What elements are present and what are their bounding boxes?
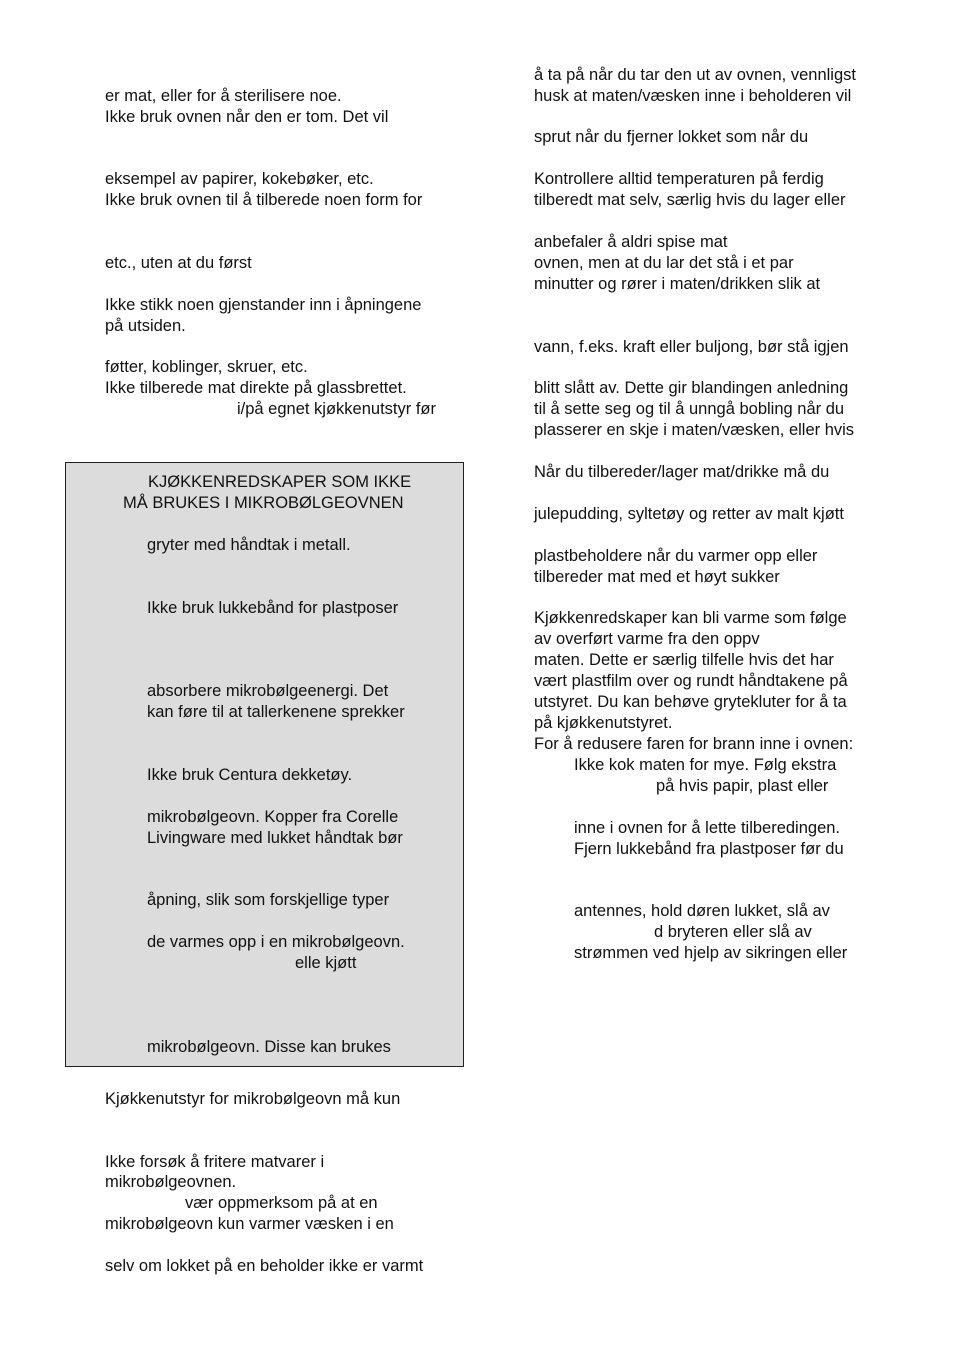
box-text-line: de varmes opp i en mikrobølgeovn.	[147, 933, 405, 951]
text-line: Når du tilbereder/lager mat/drikke må du	[534, 463, 830, 481]
box-title: KJØKKENREDSKAPER SOM IKKE	[148, 473, 412, 491]
text-line: inne i ovnen for å lette tilberedingen.	[574, 819, 841, 837]
box-text-line: gryter med håndtak i metall.	[147, 536, 351, 554]
text-line: minutter og rører i maten/drikken slik at	[534, 275, 821, 293]
text-line: Kjøkkenredskaper kan bli varme som følge	[534, 609, 847, 627]
text-line: ovnen, men at du lar det stå i et par	[534, 254, 794, 272]
text-line: Ikke kok maten for mye. Følg ekstra	[574, 756, 837, 774]
text-line: på kjøkkenutstyret.	[534, 714, 673, 732]
text-line: vær oppmerksom på at en	[185, 1194, 378, 1212]
box-text-line: Ikke bruk lukkebånd for plastposer	[147, 599, 399, 617]
text-line: Fjern lukkebånd fra plastposer før du	[574, 840, 844, 858]
text-line: plasserer en skje i maten/væsken, eller hvis	[534, 421, 855, 439]
text-line: anbefaler å aldri spise mat	[534, 233, 728, 251]
text-line: tilberedt mat selv, særlig hvis du lager eller	[534, 191, 846, 209]
text-line: strømmen ved hjelp av sikringen eller	[574, 944, 848, 962]
box-text-line: mikrobølgeovn. Kopper fra Corelle	[147, 808, 399, 826]
text-line: utstyret. Du kan behøve grytekluter for å ta	[534, 693, 847, 711]
text-line: tilbereder mat med et høyt sukker	[534, 568, 780, 586]
text-line: i/på egnet kjøkkenutstyr før	[237, 400, 436, 418]
text-line: Ikke stikk noen gjenstander inn i åpningene	[105, 296, 422, 314]
box-text-line: åpning, slik som forskjellige typer	[147, 891, 390, 909]
text-line: Kontrollere alltid temperaturen på ferdig	[534, 170, 824, 188]
text-line: julepudding, syltetøy og retter av malt kjøtt	[534, 505, 844, 523]
text-line: vært plastfilm over og rundt håndtakene på	[534, 672, 848, 690]
text-line: husk at maten/væsken inne i beholderen vil	[534, 87, 852, 105]
text-line: mikrobølgeovn kun varmer væsken i en	[105, 1215, 394, 1233]
text-line: er mat, eller for å sterilisere noe.	[105, 87, 342, 105]
text-line: av overført varme fra den oppv	[534, 630, 760, 648]
box-text-line: Livingware med lukket håndtak bør	[147, 829, 403, 847]
text-line: til å sette seg og til å unngå bobling når du	[534, 400, 845, 418]
text-line: selv om lokket på en beholder ikke er varmt	[105, 1257, 424, 1275]
text-line: etc., uten at du først	[105, 254, 252, 272]
box-text-line: kan føre til at tallerkenene sprekker	[147, 703, 405, 721]
box-title: MÅ BRUKES I MIKROBØLGEOVNEN	[123, 494, 404, 512]
text-line: mikrobølgeovnen.	[105, 1173, 237, 1191]
text-line: vann, f.eks. kraft eller buljong, bør stå igjen	[534, 338, 849, 356]
box-text-line: mikrobølgeovn. Disse kan brukes	[147, 1038, 391, 1056]
text-line: Ikke bruk ovnen til å tilberede noen form for	[105, 191, 423, 209]
text-line: d bryteren eller slå av	[654, 923, 812, 941]
text-line: eksempel av papirer, kokebøker, etc.	[105, 170, 374, 188]
text-line: Ikke tilberede mat direkte på glassbrettet.	[105, 379, 407, 397]
text-line: sprut når du fjerner lokket som når du	[534, 128, 809, 146]
text-line: blitt slått av. Dette gir blandingen anledning	[534, 379, 849, 397]
text-line: føtter, koblinger, skruer, etc.	[105, 358, 308, 376]
text-line: Ikke forsøk å fritere matvarer i	[105, 1153, 325, 1171]
box-text-line: Ikke bruk Centura dekketøy.	[147, 766, 353, 784]
text-line: å ta på når du tar den ut av ovnen, vennligst	[534, 66, 856, 84]
text-line: på utsiden.	[105, 317, 186, 335]
text-line: For å redusere faren for brann inne i ovnen:	[534, 735, 854, 753]
text-line: antennes, hold døren lukket, slå av	[574, 902, 830, 920]
text-line: på hvis papir, plast eller	[656, 777, 829, 795]
box-text-line: absorbere mikrobølgeenergi. Det	[147, 682, 389, 700]
text-line: Ikke bruk ovnen når den er tom. Det vil	[105, 108, 389, 126]
text-line: Kjøkkenutstyr for mikrobølgeovn må kun	[105, 1090, 401, 1108]
text-line: maten. Dette er særlig tilfelle hvis det har	[534, 651, 834, 669]
box-text-line: elle kjøtt	[295, 954, 357, 972]
text-line: plastbeholdere når du varmer opp eller	[534, 547, 818, 565]
